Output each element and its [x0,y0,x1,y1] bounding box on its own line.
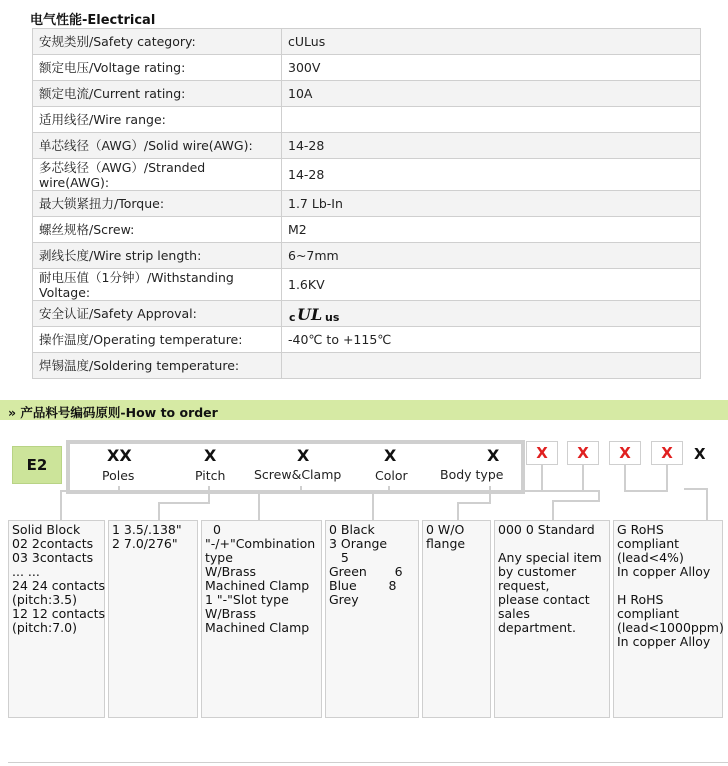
connector-line [118,486,120,492]
electrical-title: 电气性能-Electrical [30,13,156,28]
code-color: X [384,446,397,465]
connector-line [489,486,491,504]
spec-value: -40℃ to +115℃ [282,327,701,353]
connector-line [684,488,708,490]
spec-label: 螺丝规格/Screw: [33,217,282,243]
spec-value [282,107,701,133]
table-row [33,217,701,243]
code-color-label: Color [375,468,408,483]
spec-label: 安全认证/Safety Approval: [33,301,282,327]
spec-value [282,301,701,327]
table-row [33,243,701,269]
spec-value: 10A [282,81,701,107]
code-box [66,440,525,494]
detail-body-type: 0 W/O flange [422,520,491,718]
detail-color: 0 Black 3 Orange 5 Green 6 Blue 8 Grey [325,520,419,718]
spec-value: 1.6KV [282,269,701,301]
culus-logo [288,304,694,324]
connector-line [666,464,668,492]
code-extra-3: X [609,441,641,465]
connector-line [457,502,491,504]
connector-line [208,486,210,504]
table-row [33,133,701,159]
connector-line [158,502,210,504]
detail-special: 000 0 Standard Any special item by customer request, please contact sales department. [494,520,610,718]
connector-line [541,464,543,492]
connector-line [388,486,390,492]
table-row [33,301,701,327]
table-row [33,353,701,379]
connector-line [258,490,302,492]
connector-line [158,502,160,520]
how-to-order-title: » 产品料号编码原则-How to order [8,405,218,420]
prefix-code: E2 [12,446,62,484]
code-last: X [694,445,706,463]
code-pitch: X [204,446,217,465]
bottom-divider [8,762,728,763]
spec-label: 操作温度/Operating temperature: [33,327,282,353]
connector-line [552,500,600,502]
svg-text:c: c [289,310,296,324]
connector-line [300,486,302,492]
spec-value: M2 [282,217,701,243]
code-poles: XX [107,446,132,465]
code-extra-4: X [651,441,683,465]
spec-label: 适用线径/Wire range: [33,107,282,133]
detail-poles: Solid Block 02 2contacts 03 3contacts ... ... 24 24 contacts (pitch:3.5) 12 12 contacts (pitch:7.0) [8,520,105,718]
spec-value: 300V [282,55,701,81]
connector-line [457,502,459,520]
connector-line [60,490,120,492]
svg-text:UL: UL [297,304,323,324]
spec-label: 多芯线径（AWG）/Stranded wire(AWG): [33,159,282,191]
code-body-type-label: Body type [440,467,504,482]
connector-line [624,490,668,492]
connector-line [60,490,62,520]
connector-line [624,464,626,492]
code-poles-label: Poles [102,468,135,483]
table-row [33,55,701,81]
spec-value: cULus [282,29,701,55]
code-screw-clamp-label: Screw&Clamp [254,467,342,482]
code-extra-2: X [567,441,599,465]
code-extra-1: X [526,441,558,465]
spec-label: 耐电压值（1分钟）/Withstanding Voltage: [33,269,282,301]
table-row [33,327,701,353]
table-row [33,269,701,301]
table-row [33,191,701,217]
spec-label: 剥线长度/Wire strip length: [33,243,282,269]
spec-value: 6~7mm [282,243,701,269]
connector-line [552,500,554,520]
table-row [33,29,701,55]
spec-value: 1.7 Lb-In [282,191,701,217]
spec-label: 额定电压/Voltage rating: [33,55,282,81]
spec-label: 额定电流/Current rating: [33,81,282,107]
detail-rohs: G RoHS compliant (lead<4%) In copper Alloy H RoHS compliant (lead<1000ppm) In copper Alloy [613,520,723,718]
electrical-spec-table [32,28,701,379]
spec-label: 焊锡温度/Soldering temperature: [33,353,282,379]
code-screw-clamp: X [297,446,310,465]
connector-line [372,490,374,520]
connector-line [522,490,600,492]
connector-line [582,464,584,492]
detail-screw-clamp: 0 "-/+"Combination type W/Brass Machined Clamp 1 "-"Slot type W/Brass Machined Clamp [201,520,322,718]
spec-label: 安规类别/Safety category: [33,29,282,55]
spec-value: 14-28 [282,159,701,191]
code-body-type: X [487,446,500,465]
spec-label: 单芯线径（AWG）/Solid wire(AWG): [33,133,282,159]
spec-value [282,353,701,379]
table-row [33,107,701,133]
table-row [33,81,701,107]
spec-label: 最大锁紧扭力/Torque: [33,191,282,217]
connector-line [258,490,260,520]
connector-line [706,488,708,520]
detail-pitch: 1 3.5/.138" 2 7.0/276" [108,520,198,718]
svg-text:us: us [325,310,340,324]
table-row [33,159,701,191]
code-pitch-label: Pitch [195,468,226,483]
spec-value: 14-28 [282,133,701,159]
